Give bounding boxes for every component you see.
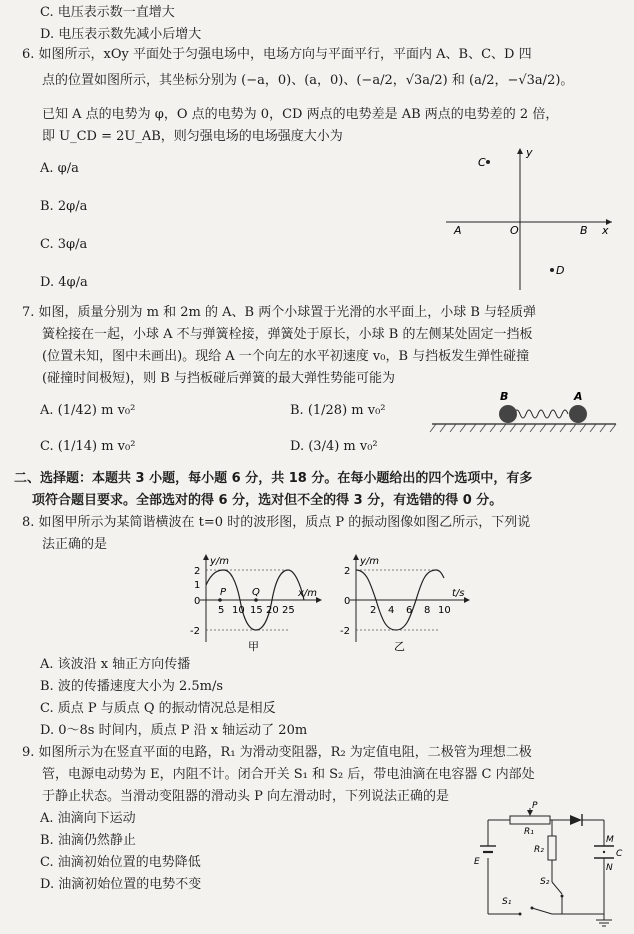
jia-xtick-20: 20 [266,605,279,616]
yi-ytick-0: 0 [344,596,351,607]
q9-option-a: A. 油滴向下运动 [40,811,136,826]
label-e: E [474,857,480,867]
section2-heading-line1: 二、选择题：本题共 3 小题，每小题 6 分，共 18 分。在每小题给出的四个选项中，有多 [14,471,533,486]
yi-xtick-10: 10 [438,605,451,616]
q7-stem-line3: (位置未知，图中未画出)。现给 A 一个向左的水平初速度 v₀，B 与挡板发生弹性碰撞 [42,349,530,364]
q9-stem-line3: 于静止状态。当滑动变阻器的滑动头 P 向左滑动时，下列说法正确的是 [42,789,450,804]
yi-xtick-4: 4 [388,605,395,616]
q7-option-a: A. (1/42) m v₀² [40,403,136,418]
yi-caption: 乙 [394,640,405,652]
jia-xtick-25: 25 [282,605,295,616]
point-c [486,160,490,164]
q9-option-d: D. 油滴初始位置的电势不变 [40,877,202,892]
yi-ytick-2: 2 [344,566,351,577]
label-s2: S₂ [540,877,550,887]
q6-option-a: A. φ/a [40,161,79,176]
q5-option-c: C. 电压表示数一直增大 [40,5,175,20]
q8-stem-line1: 8. 如图甲所示为某简谐横波在 t=0 时的波形图，质点 P 的振动图像如图乙所示，下列说 [22,515,531,530]
q8-wave-figure-jia [180,552,330,652]
point-q [254,598,258,602]
jia-xlabel: x/m [298,588,318,599]
jia-ytick-1: 1 [194,580,201,591]
q6-option-d: D. 4φ/a [40,275,88,290]
jia-xtick-15: 15 [250,605,263,616]
diode-icon [570,815,582,825]
ground-hatch [430,424,616,432]
q6-coordinate-figure [440,142,620,292]
q6-stem-line3: 已知 A 点的电势为 φ，O 点的电势为 0，CD 两点的电势差是 AB 两点的电势差的 2 倍， [42,107,559,122]
q6-option-b: B. 2φ/a [40,199,88,214]
q7-option-b: B. (1/28) m v₀² [290,403,386,418]
label-r2: R₂ [534,845,544,855]
jia-ytick-2: 2 [194,566,201,577]
label-y: y [526,146,533,159]
label-o: O [510,224,519,237]
label-ball-b: B [500,390,509,403]
jia-ytick-0: 0 [194,596,201,607]
q9-option-c: C. 油滴初始位置的电势降低 [40,855,201,870]
q6-stem-line4: 即 U_CD = 2U_AB，则匀强电场的电场强度大小为 [42,129,343,144]
yi-xlabel: t/s [452,588,465,599]
q8-stem-line2: 法正确的是 [42,537,108,552]
q9-stem-line1: 9. 如图所示为在竖直平面的电路，R₁ 为滑动变阻器，R₂ 为定值电阻，二极管为理想二极 [22,745,532,760]
point-p [218,598,222,602]
jia-xtick-5: 5 [218,605,225,616]
label-r1: R₁ [524,827,534,837]
yi-xtick-8: 8 [424,605,431,616]
label-c: C [616,849,623,859]
q8-option-d: D. 0～8s 时间内，质点 P 沿 x 轴运动了 20m [40,723,308,738]
label-n: N [606,863,613,873]
q9-stem-line2: 管，电源电动势为 E，内阻不计。闭合开关 S₁ 和 S₂ 后，带电油滴在电容器 C 内部处 [42,767,535,782]
resistor-r1 [510,816,550,824]
label-m: M [606,835,614,845]
q8-option-b: B. 波的传播速度大小为 2.5m/s [40,679,224,694]
oil-drop [603,851,605,853]
label-a: A [454,224,462,237]
point-d [550,268,554,272]
jia-label-p: P [220,587,227,598]
q8-option-a: A. 该波沿 x 轴正方向传播 [40,657,191,672]
jia-ytick-neg2: -2 [190,626,200,637]
label-b: B [580,224,588,237]
section2-heading-line2: 项符合题目要求。全部选对的得 6 分，选对但不全的得 3 分，有选错的得 0 分。 [32,493,503,508]
yi-xtick-2: 2 [370,605,377,616]
q7-stem-line4: (碰撞时间极短)，则 B 与挡板碰后弹簧的最大弹性势能可能为 [42,371,395,386]
yi-ytick-neg2: -2 [340,626,350,637]
q6-stem-line1: 6. 如图所示，xOy 平面处于匀强电场中，电场方向与平面平行，平面内 A、B、C、D 四 [22,47,532,62]
resistor-r2 [548,836,556,860]
q7-balls-spring-figure [428,386,618,438]
yi-xtick-6: 6 [406,605,413,616]
jia-ylabel: y/m [210,556,230,567]
label-s1: S₁ [502,897,512,907]
q5-option-d: D. 电压表示数先减小后增大 [40,27,202,42]
yi-ylabel: y/m [360,556,380,567]
ball-a [569,405,587,423]
ball-b [499,405,517,423]
jia-xtick-10: 10 [232,605,245,616]
q8-vibration-figure-yi [330,552,480,652]
q9-circuit-figure [470,800,630,930]
spring [514,410,568,418]
q7-stem-line1: 7. 如图，质量分别为 m 和 2m 的 A、B 两个小球置于光滑的水平面上，小球 B 与轻质弹 [22,305,537,320]
label-x: x [602,224,609,237]
label-c: C [478,156,486,169]
q6-stem-line2: 点的位置如图所示，其坐标分别为 (−a，0)、(a，0)、(−a/2，√3a/2) 和 (a/2，−√3a/2)。 [42,73,574,88]
label-p: P [532,801,538,811]
q6-option-c: C. 3φ/a [40,237,88,252]
jia-label-q: Q [252,587,260,598]
q7-stem-line2: 簧栓接在一起，小球 A 不与弹簧栓接，弹簧处于原长，小球 B 的左侧某处固定一挡板 [42,327,533,342]
q8-option-c: C. 质点 P 与质点 Q 的振动情况总是相反 [40,701,276,716]
q7-option-c: C. (1/14) m v₀² [40,439,136,454]
label-ball-a: A [574,390,583,403]
label-d: D [556,264,565,277]
q9-option-b: B. 油滴仍然静止 [40,833,136,848]
q7-option-d: D. (3/4) m v₀² [290,439,378,454]
jia-caption: 甲 [248,640,259,652]
